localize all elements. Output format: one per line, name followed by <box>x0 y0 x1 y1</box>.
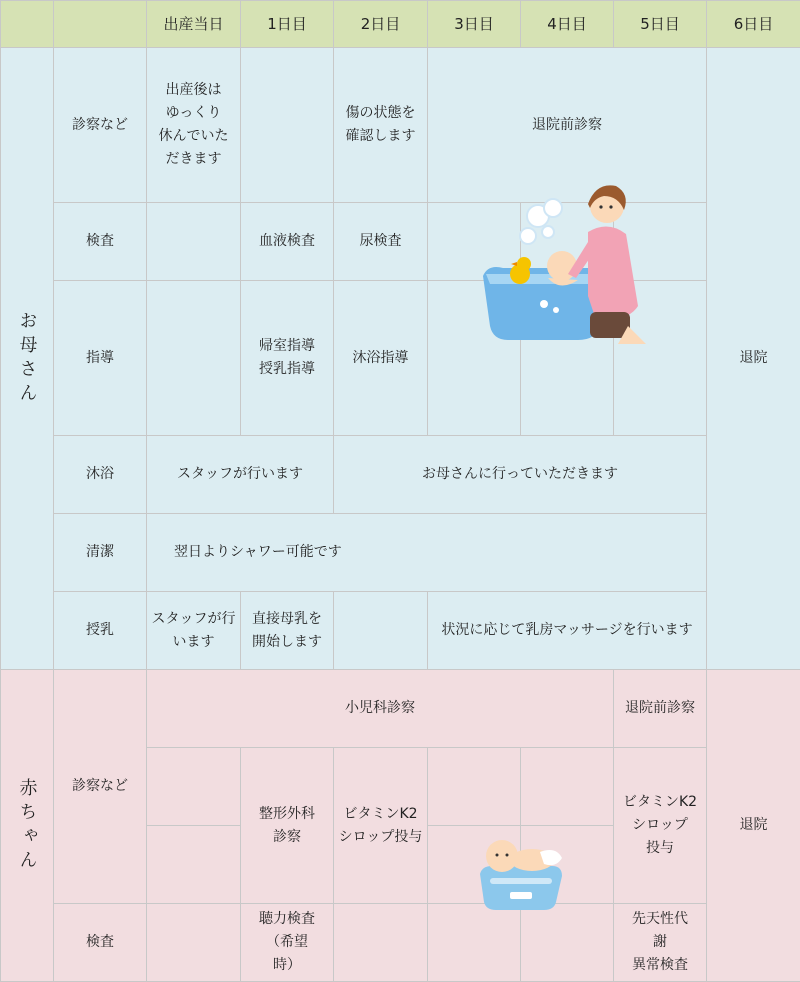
mother-bathing: お母さんに行っていただきます <box>334 436 707 514</box>
empty-cell <box>147 826 241 904</box>
header-day1: 1日目 <box>241 1 334 48</box>
empty-cell <box>521 748 614 826</box>
mother-group-label: お母さん <box>1 48 54 670</box>
pre-discharge-exam: 退院前診察 <box>428 48 707 203</box>
row-label: 診察など <box>54 670 147 904</box>
empty-cell <box>147 748 241 826</box>
baby-scale-illustration <box>470 834 570 914</box>
breast-massage: 状況に応じて乳房マッサージを行います <box>428 592 707 670</box>
empty-cell <box>428 748 521 826</box>
row-label: 指導 <box>54 281 147 436</box>
metabolic-screening: 先天性代 謝 異常検査 <box>614 904 707 982</box>
header-day4: 4日目 <box>521 1 614 48</box>
header-row <box>1 1 800 48</box>
orthopedic-exam: 整形外科 診察 <box>241 748 334 904</box>
empty-cell <box>147 203 241 281</box>
mother-shinsatsu-row <box>1 48 800 203</box>
empty-cell <box>334 904 428 982</box>
header-blank <box>1 1 54 48</box>
empty-cell <box>521 904 614 982</box>
staff-bathing: スタッフが行います <box>147 436 334 514</box>
header-day5: 5日目 <box>614 1 707 48</box>
row-label: 清潔 <box>54 514 147 592</box>
row-label: 沐浴 <box>54 436 147 514</box>
header-blank <box>54 1 147 48</box>
empty-cell <box>241 48 334 203</box>
header-day6: 6日目 <box>707 1 800 48</box>
vitamin-k2-day5: ビタミンK2 シロップ 投与 <box>614 748 707 904</box>
row-label: 検査 <box>54 904 147 982</box>
header-day3: 3日目 <box>428 1 521 48</box>
mother-rest-note: 出産後は ゆっくり 休んでいた だきます <box>147 48 241 203</box>
staff-feeding: スタッフが行 います <box>147 592 241 670</box>
mother-seiketsu-row <box>1 514 800 592</box>
bathing-illustration <box>478 176 658 348</box>
pediatric-exam: 小児科診察 <box>147 670 614 748</box>
header-day2: 2日目 <box>334 1 428 48</box>
baby-pre-discharge-exam: 退院前診察 <box>614 670 707 748</box>
mother-shido-row <box>1 281 800 436</box>
bathing-guidance: 沐浴指導 <box>334 281 428 436</box>
shower-note: 翌日よりシャワー可能です <box>147 514 707 592</box>
row-label: 検査 <box>54 203 147 281</box>
empty-cell <box>334 592 428 670</box>
vitamin-k2-day2: ビタミンK2 シロップ投与 <box>334 748 428 904</box>
direct-breastfeeding: 直接母乳を 開始します <box>241 592 334 670</box>
hearing-test: 聴力検査 （希望 時） <box>241 904 334 982</box>
baby-kensa-row <box>1 904 800 982</box>
urine-test: 尿検査 <box>334 203 428 281</box>
baby-group-label: 赤ちゃん <box>1 670 54 982</box>
header-day0: 出産当日 <box>147 1 241 48</box>
mother-junyu-row <box>1 592 800 670</box>
mother-discharge: 退院 <box>707 48 800 670</box>
wound-check-note: 傷の状態を 確認します <box>334 48 428 203</box>
mother-mokuyoku-row <box>1 436 800 514</box>
baby-discharge: 退院 <box>707 670 800 982</box>
blood-test: 血液検査 <box>241 203 334 281</box>
mother-kensa-row <box>1 203 800 281</box>
empty-cell <box>428 904 521 982</box>
row-label: 授乳 <box>54 592 147 670</box>
baby-shinsatsu-row-a <box>1 670 800 748</box>
empty-cell <box>147 281 241 436</box>
empty-cell <box>147 904 241 982</box>
room-feeding-guidance: 帰室指導 授乳指導 <box>241 281 334 436</box>
row-label: 診察など <box>54 48 147 203</box>
